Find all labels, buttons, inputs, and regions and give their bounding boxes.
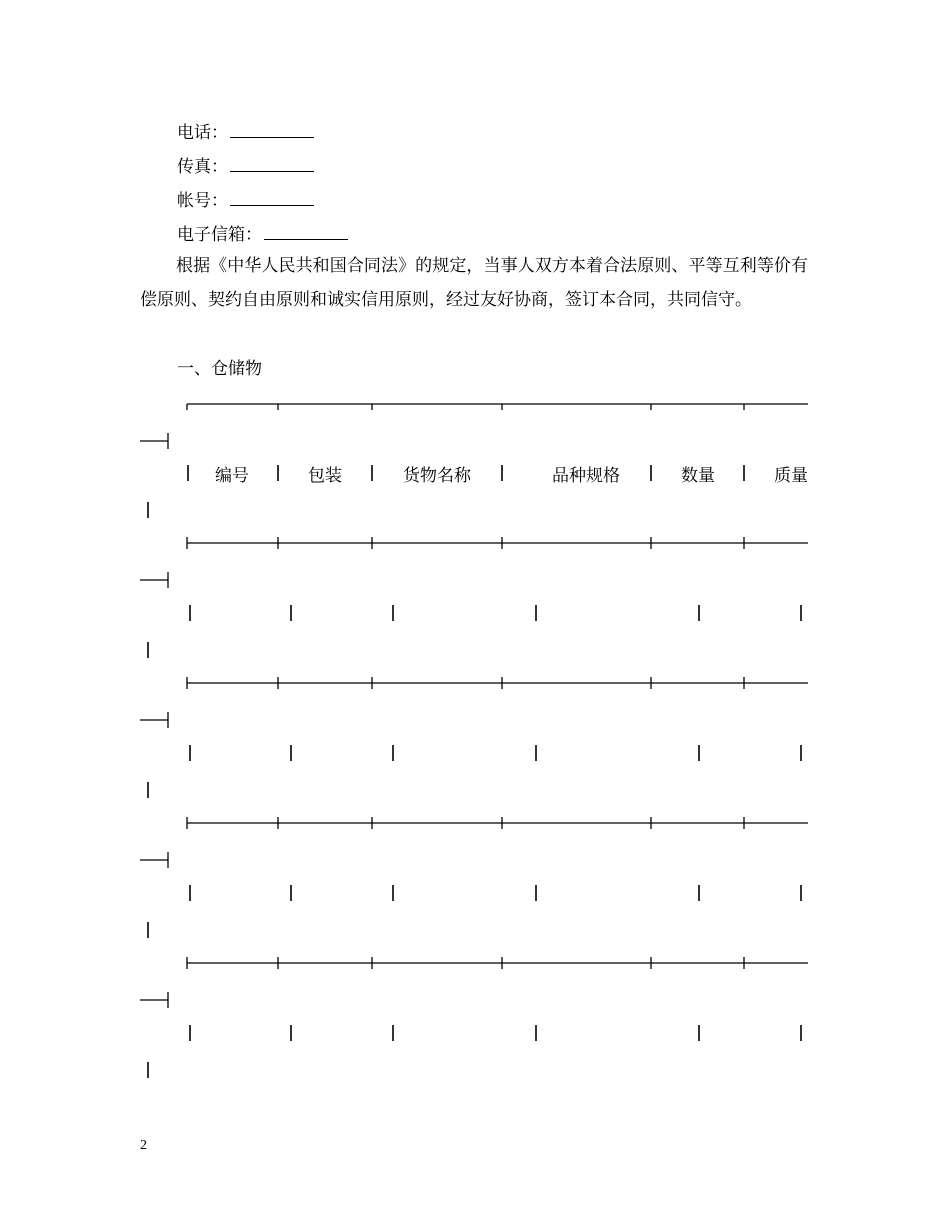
table-header-cell: 编号 [215, 466, 249, 486]
table-header-cell: 包装 [308, 466, 342, 486]
account-label: 帐号： [177, 191, 228, 211]
table-header-cell: 质量 [774, 466, 808, 486]
table-header-cell: 货物名称 [403, 466, 471, 486]
intro-paragraph: 根据《中华人民共和国合同法》的规定，当事人双方本着合法原则、平等互利等价有偿原则、契约自由原则和诚实信用原则，经过友好协商，签订本合同，共同信守。 [140, 256, 808, 310]
table-header-cell: 品种规格 [552, 466, 620, 486]
email-label: 电子信箱： [177, 225, 262, 245]
fax-label: 传真： [177, 157, 228, 177]
phone-label: 电话： [177, 123, 228, 143]
section-heading: 一、仓储物 [177, 359, 262, 379]
table-header-cell: 数量 [681, 466, 715, 486]
page-number: 2 [140, 1138, 147, 1153]
